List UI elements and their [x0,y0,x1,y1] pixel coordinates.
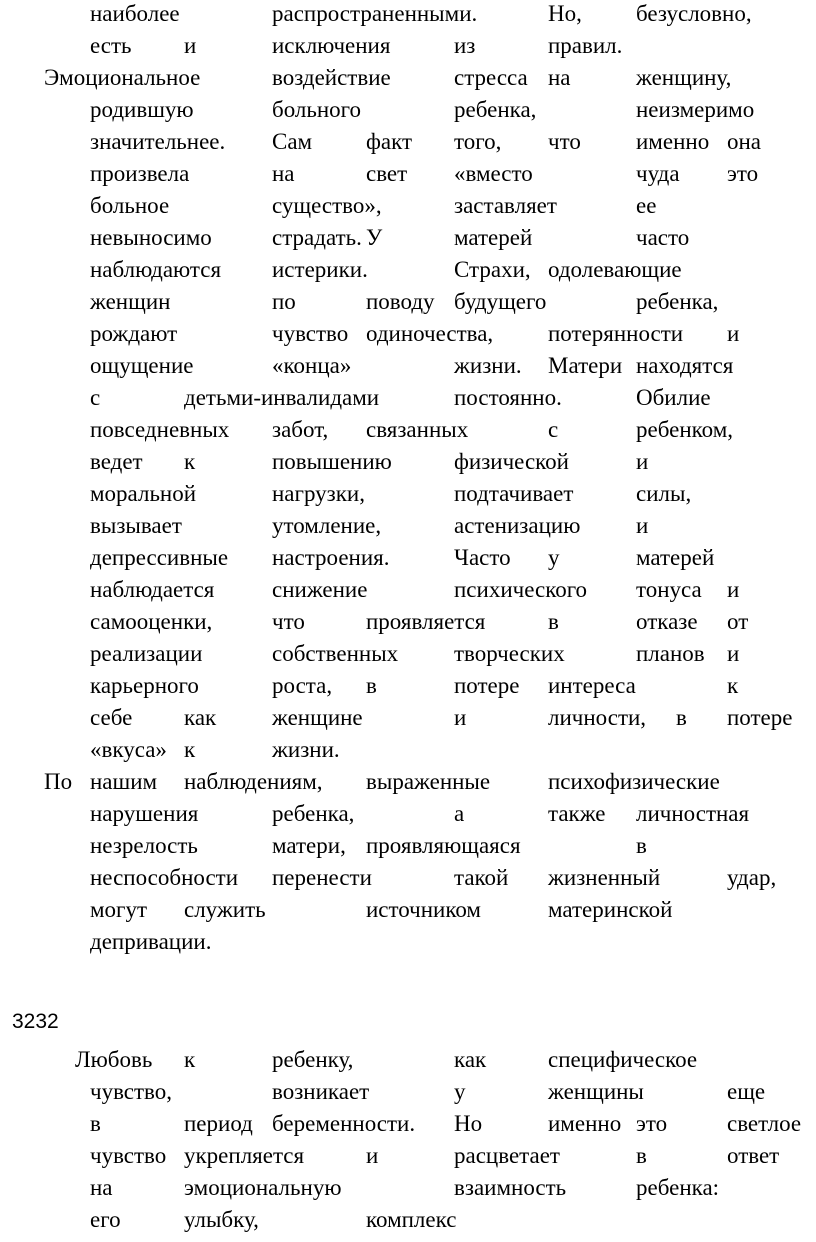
word: личности, [548,705,647,730]
word: ребенка: [636,1175,720,1200]
word: в [548,609,559,634]
word: планов [636,641,705,666]
word: по [272,289,296,314]
word: перенести [272,865,372,890]
word: будущего [454,289,547,314]
word: вызывает [90,513,182,538]
word: могут [90,897,148,922]
word: это [727,161,759,186]
word: постоянно. [454,385,562,410]
word: и [366,1143,379,1168]
word: роста, [272,673,333,698]
word: ведет [90,449,143,474]
word: служить [184,897,266,922]
word: Любовь [75,1047,153,1072]
word: повседневных [90,417,230,442]
word: существо», [272,193,382,218]
word: женщин [90,289,171,314]
word: в [636,1143,647,1168]
word: такой [454,865,509,890]
word: улыбку, [184,1207,259,1232]
word: того, [454,129,502,154]
word: заставляет [454,193,557,218]
word: проявляющаяся [366,833,521,858]
word: и [636,449,649,474]
word: депрессивные [90,545,229,570]
word: правил. [548,33,623,58]
word: а [454,801,465,826]
word: «конца» [272,353,352,378]
word: ответ [727,1143,780,1168]
word: жизни. [454,353,522,378]
word: исключения [272,33,391,58]
word: как [454,1047,487,1072]
word: снижение [272,577,368,602]
word: физической [454,449,569,474]
word: потере [454,673,520,698]
word: Страхи, [454,257,531,282]
word: детьми-инвалидами [184,385,380,410]
word: что [548,129,581,154]
word: подтачивает [454,481,574,506]
word: Но, [548,1,582,26]
word: чуда [636,161,680,186]
word: период [184,1111,253,1136]
word: безусловно, [636,1,752,26]
word: матерей [636,545,715,570]
word: У [366,225,383,250]
word: на [272,161,295,186]
word: проявляется [366,609,486,634]
word: ребенком, [636,417,733,442]
word: женщине [272,705,363,730]
word: одолевающие [548,257,682,282]
word: наблюдаются [90,257,222,282]
word: ребенка, [454,97,537,122]
word: депривации. [90,929,212,954]
word: именно [636,129,710,154]
word: ребенка, [272,801,355,826]
word: находятся [636,353,734,378]
word: Сам [272,129,313,154]
word: потерянности [548,321,684,346]
word: интереса [548,673,636,698]
word: в [366,673,377,698]
word: от [727,609,749,634]
word: наиболее [90,1,180,26]
word: к [184,1047,196,1072]
word: больное [90,193,170,218]
word: Но [454,1111,483,1136]
word: матерей [454,225,533,250]
word: произвела [90,161,190,186]
word: родившую [90,97,194,122]
word: возникает [272,1079,370,1104]
word: чувство [90,1143,167,1168]
word: нагрузки, [272,481,365,506]
word: ребенку, [272,1047,354,1072]
word: в [676,705,687,730]
word: к [727,673,739,698]
word: и [454,705,467,730]
word: есть [90,33,132,58]
word: факт [366,129,413,154]
word: Эмоциональное [44,65,201,90]
word: тонуса [636,577,702,602]
word: настроения. [272,545,390,570]
word: у [548,545,560,570]
word: распространенными. [272,1,478,26]
word: свет [366,161,408,186]
word: одиночества, [366,321,494,346]
page-number: 3232 [12,1010,59,1033]
word: значительнее. [90,129,226,154]
word: астенизацию [454,513,581,538]
word: нарушения [90,801,199,826]
word: наблюдениям, [184,769,323,794]
word: невыносимо [90,225,212,250]
word: жизни. [272,737,340,762]
word: что [272,609,305,634]
word: еще [727,1079,766,1104]
word: выраженные [366,769,491,794]
word: удар, [727,865,777,890]
word: и [636,513,649,538]
word: как [184,705,217,730]
word: к [184,737,196,762]
word: По [44,769,73,794]
word: неизмеримо [636,97,755,122]
word: Матери [548,353,623,378]
word: в [90,1111,101,1136]
word: из [454,33,476,58]
word: с [548,417,559,442]
word: «вкуса» [90,737,167,762]
word: к [184,449,196,474]
word: также [548,801,606,826]
word: это [636,1111,668,1136]
word: с [90,385,101,410]
word: силы, [636,481,692,506]
word: и [727,641,740,666]
word: себе [90,705,133,730]
word: нашим [90,769,158,794]
word: Часто [454,545,511,570]
word: страдать. [272,225,362,250]
word: воздействие [272,65,391,90]
word: и [727,577,740,602]
word: комплекс [366,1207,457,1232]
word: материнской [548,897,673,922]
word: моральной [90,481,197,506]
word: отказе [636,609,698,634]
word: чувство [272,321,349,346]
word: она [727,129,762,154]
word: истерики. [272,257,368,282]
word: незрелость [90,833,198,858]
word: неспособности [90,865,239,890]
word: на [548,65,571,90]
word: утомление, [272,513,382,538]
word: ребенка, [636,289,719,314]
word: именно [548,1111,622,1136]
word: чувство, [90,1079,173,1104]
word: «вместо [454,161,533,186]
word: беременности. [272,1111,416,1136]
word: и [184,33,197,58]
word: светлое [727,1111,802,1136]
word: матери, [272,833,346,858]
word: его [90,1207,121,1232]
word: поводу [366,289,435,314]
word: потере [727,705,793,730]
word: больного [272,97,362,122]
word: наблюдается [90,577,215,602]
word: личностная [636,801,750,826]
word: ощущение [90,353,194,378]
word: часто [636,225,690,250]
word: женщину, [636,65,732,90]
word: Обилие [636,385,711,410]
word: забот, [272,417,329,442]
word: в [636,833,647,858]
word: рождают [90,321,178,346]
word: жизненный [548,865,661,890]
word: взаимность [454,1175,567,1200]
word: женщины [548,1079,644,1104]
word: собственных [272,641,399,666]
word: укрепляется [184,1143,305,1168]
word: у [454,1079,466,1104]
word: самооценки, [90,609,213,634]
word: творческих [454,641,565,666]
word: источником [366,897,481,922]
word: расцветает [454,1143,560,1168]
word: специфическое [548,1047,698,1072]
word: психофизические [548,769,720,794]
word: ее [636,193,657,218]
word: карьерного [90,673,199,698]
word: и [727,321,740,346]
word: на [90,1175,113,1200]
word: реализации [90,641,203,666]
word: повышению [272,449,392,474]
word: психического [454,577,588,602]
word: стресса [454,65,528,90]
word: эмоциональную [184,1175,342,1200]
word: связанных [366,417,469,442]
